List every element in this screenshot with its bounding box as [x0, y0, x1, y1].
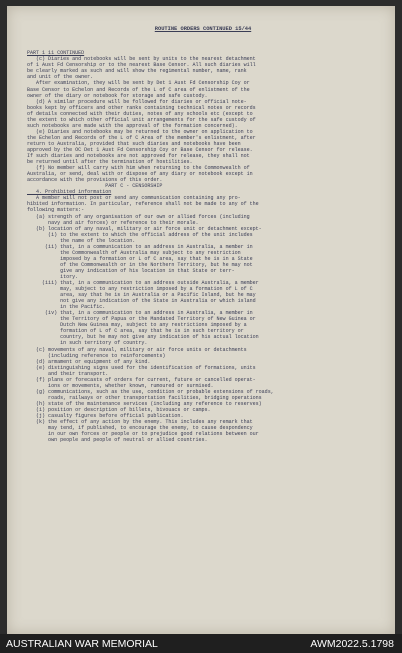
- document-line: navy and air forces) or reference to their morale.: [27, 219, 199, 226]
- document-line: (f) plans or forecasts of orders for current, future or cancelled operat-: [27, 376, 256, 383]
- document-line: the name of the location.: [27, 237, 136, 244]
- document-page: [7, 6, 395, 634]
- document-line: imposed by a formation or L of C area, say that he is in a State: [27, 255, 253, 262]
- document-line: (i) to the extent to which the official address of the unit includes: [27, 231, 253, 238]
- document-title: ROUTINE ORDERS CONTINUED 15/44: [154, 26, 252, 33]
- document-line: in such territory of country.: [27, 340, 148, 347]
- document-line: PART C - CENSORSHIP: [27, 183, 163, 190]
- document-line: give any indication of his location in that State or terr-: [27, 267, 235, 274]
- document-line: (ii) that, in a communication to an address in Australia, a member in: [27, 243, 253, 250]
- document-line: of details connected with their duties, notes of any schools etc (except to: [27, 110, 253, 117]
- document-line: in the Pacific.: [27, 304, 106, 311]
- document-line: After examination, they will be sent by Det 1 Aust Fd Censorship Coy or: [27, 80, 250, 87]
- document-line: be clearly marked as such and will show the regimental number, name, rank: [27, 68, 247, 75]
- document-lines: [27, 50, 379, 443]
- document-line: (b) location of any naval, military or air force unit or detachment except-: [27, 225, 262, 232]
- document-line: ions or movements, whether known, rumoured or surmised.: [27, 382, 214, 389]
- document-line: Dutch New Guinea may, subject to any restrictions imposed by a: [27, 322, 247, 329]
- document-line: may, subject to any restriction imposed by a formation of L of C: [27, 286, 253, 293]
- document-line: and unit of the owner.: [27, 74, 94, 81]
- footer-bar: [0, 634, 402, 653]
- document-line: accordance with the provisions of this order.: [27, 177, 163, 184]
- document-line: owner of the diary or notebook for storage and safe custody.: [27, 92, 208, 99]
- document-line: (iii) that, in a communication to an address outside Australia, a member: [27, 280, 259, 287]
- document-line: PART 1 11 CONTINUED: [27, 50, 85, 57]
- document-line: the extent to which other official unit arrangements for the safe custody of: [27, 116, 256, 123]
- document-line: roads, railways or other transportation facilities, bridging operations: [27, 394, 262, 401]
- document-line: Base Censor to Echelon and Records of the L of C area of enlistment of the: [27, 86, 250, 93]
- document-line: own people and people of neutral or allied countries.: [27, 437, 208, 444]
- document-line: (i) position or description of billets, bivouacs or camps.: [27, 407, 211, 413]
- document-line: (e) distinguishing signs used for the identification of formations, units: [27, 364, 256, 371]
- document-line: the Commonwealth of Australia may subject to any restriction: [27, 249, 241, 256]
- document-line: books kept by officers and other ranks containing technical notes or records: [27, 104, 256, 111]
- document-line: country, but he may not give any indication of his actual location: [27, 334, 259, 341]
- document-line: (j) casualty figures before official publication.: [27, 413, 184, 420]
- document-line: formation of L of C area, say that he is in such territory or: [27, 328, 244, 335]
- document-line: may tend, if published, to encourage the enemy, to cause despondency: [27, 425, 253, 432]
- document-line: (g) communications, such as the use, condition or probable extensions of roads,: [27, 388, 274, 395]
- document-line: (c) Diaries and notebooks will be sent by units to the nearest detachment: [27, 56, 256, 63]
- document-line: itory.: [27, 273, 79, 280]
- document-line: not give any indication of the State in Australia or which island: [27, 298, 256, 305]
- document-line: (including reference to reinforcements): [27, 352, 166, 359]
- document-line: (e) Diaries and notebooks may be returned to the owner on application to: [27, 128, 253, 135]
- document-line: Australia, or send, deal with or dispose of any diary or notebook except in: [27, 171, 253, 178]
- document-line: (a) strength of any organisation of our own or allied forces (including: [27, 213, 250, 220]
- document-body: [27, 14, 379, 455]
- footer-accession-number: AWM2022.5.1798: [310, 638, 394, 650]
- document-line: following matters:-: [27, 207, 85, 214]
- document-line: A member will not post or send any communication containing any pro-: [27, 195, 241, 202]
- document-line: (c) movements of any naval, military or air force units or detachments: [27, 346, 247, 353]
- document-line: (h) state of the maintenance services (including any reference to reserves): [27, 400, 262, 407]
- document-line: of 1 Aust Fd Censorship or to the nearest Base Censor. All such diaries will: [27, 62, 256, 69]
- footer-source: AUSTRALIAN WAR MEMORIAL: [6, 638, 158, 650]
- document-line: of the Commonwealth or in the Northern Territory, but he may not: [27, 261, 253, 268]
- document-line: such notebooks are made with the approval of the formation concerned).: [27, 122, 238, 129]
- document-line: (d) A similar procedure will be followed for diaries or official note-: [27, 98, 247, 105]
- document-line: 4. Prohibited information: [27, 189, 112, 196]
- document-line: area, say that he is in Australia or a Pacific Island, but he may: [27, 292, 256, 299]
- document-line: in our own forces or people or to prejudice good relations between our: [27, 431, 259, 438]
- document-line: (iv) that, in a communication to an address in Australia, a member in: [27, 310, 253, 317]
- document-line: (d) armament or equipment of any kind.: [27, 358, 151, 365]
- document-line: approved by the OC Det 1 Aust Fd Censorship Coy or Base Censor for release.: [27, 146, 253, 153]
- document-line: If such diaries and notebooks are not approved for release, they shall not: [27, 153, 250, 160]
- document-line: hibited information. In particular, reference shall not be made to any of the: [27, 201, 259, 208]
- document-line: (f) No member will carry with him when returning to the Commonwealth of: [27, 165, 250, 172]
- document-line: the Territory of Papua or the Mandated Territory of New Guinea or: [27, 316, 256, 323]
- document-line: (k) the effect of any action by the enemy. This includes any remark that: [27, 419, 253, 426]
- document-line: be returned until after the termination of hostilities.: [27, 159, 193, 166]
- document-line: and their transport.: [27, 370, 109, 377]
- document-line: the Echelon and Records of the L of C Area of the member's enlistment, after: [27, 134, 256, 141]
- document-line: return to Australia, provided that such diaries and notebooks have been: [27, 140, 241, 147]
